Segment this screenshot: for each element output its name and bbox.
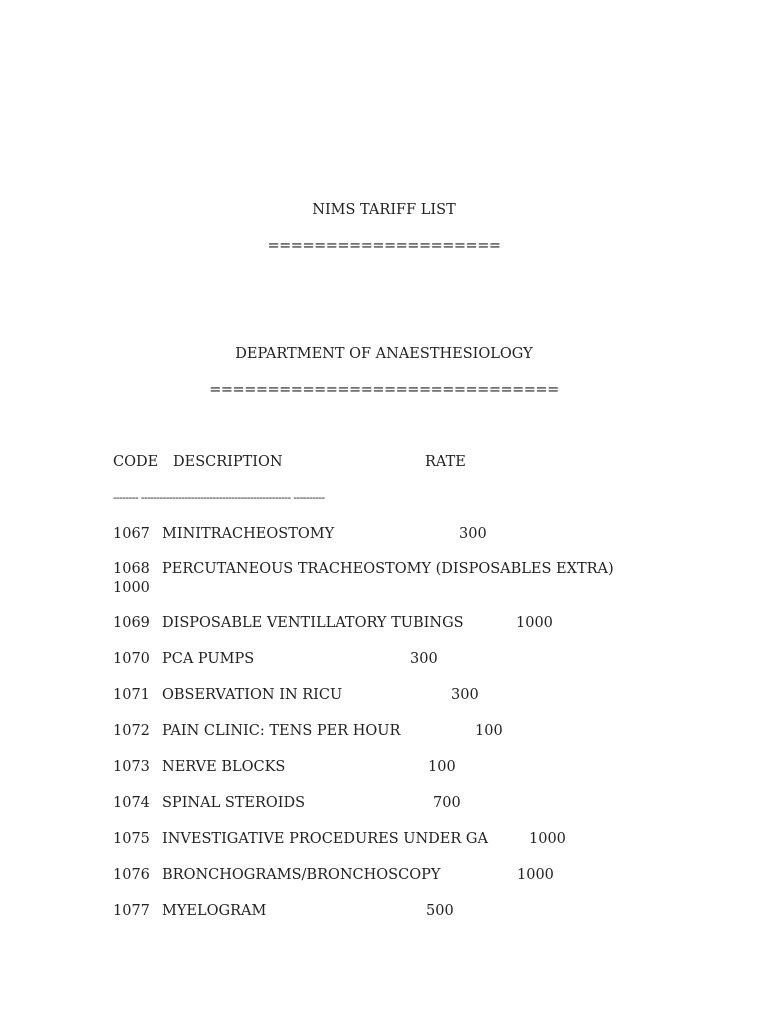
row-code: 1068: [113, 561, 150, 577]
row-code: 1071: [113, 687, 150, 703]
row-code: 1076: [113, 867, 150, 883]
row-code: 1070: [113, 651, 150, 667]
row-rate: 300: [459, 526, 487, 542]
row-rate: 500: [426, 903, 454, 919]
row-description: MYELOGRAM: [162, 903, 267, 919]
row-description: SPINAL STEROIDS: [162, 795, 306, 811]
header-description: DESCRIPTION: [173, 454, 283, 470]
row-rate: 100: [475, 723, 503, 739]
row-description: BRONCHOGRAMS/BRONCHOSCOPY: [162, 867, 441, 883]
department-heading: DEPARTMENT OF ANAESTHESIOLOGY: [235, 346, 533, 362]
row-rate: 1000: [516, 615, 553, 631]
row-description: INVESTIGATIVE PROCEDURES UNDER GA: [162, 831, 488, 847]
row-code: 1075: [113, 831, 150, 847]
row-description: NERVE BLOCKS: [162, 759, 286, 775]
row-code: 1069: [113, 615, 150, 631]
row-description: PAIN CLINIC: TENS PER HOUR: [162, 723, 401, 739]
row-description: DISPOSABLE VENTILLATORY TUBINGS: [162, 615, 464, 631]
row-description: OBSERVATION IN RICU: [162, 687, 343, 703]
row-rate: 700: [433, 795, 461, 811]
row-description: MINITRACHEOSTOMY: [162, 526, 335, 542]
row-code: 1072: [113, 723, 150, 739]
row-rate: 1000: [529, 831, 566, 847]
row-rate: 1000: [517, 867, 554, 883]
department-underline: ==============================: [209, 382, 559, 398]
row-rate: 300: [451, 687, 479, 703]
row-description: PERCUTANEOUS TRACHEOSTOMY (DISPOSABLES EXTRA): [162, 561, 614, 577]
header-separator: -------- ------------------------------------------------ ----------: [113, 491, 325, 504]
row-rate: 1000: [113, 580, 150, 596]
header-code: CODE: [113, 454, 159, 470]
row-code: 1067: [113, 526, 150, 542]
row-code: 1074: [113, 795, 150, 811]
header-rate: RATE: [425, 454, 466, 470]
page-title: NIMS TARIFF LIST: [312, 202, 456, 218]
row-rate: 300: [410, 651, 438, 667]
row-code: 1077: [113, 903, 150, 919]
row-rate: 100: [428, 759, 456, 775]
row-code: 1073: [113, 759, 150, 775]
row-description: PCA PUMPS: [162, 651, 255, 667]
title-underline: ====================: [267, 238, 501, 254]
